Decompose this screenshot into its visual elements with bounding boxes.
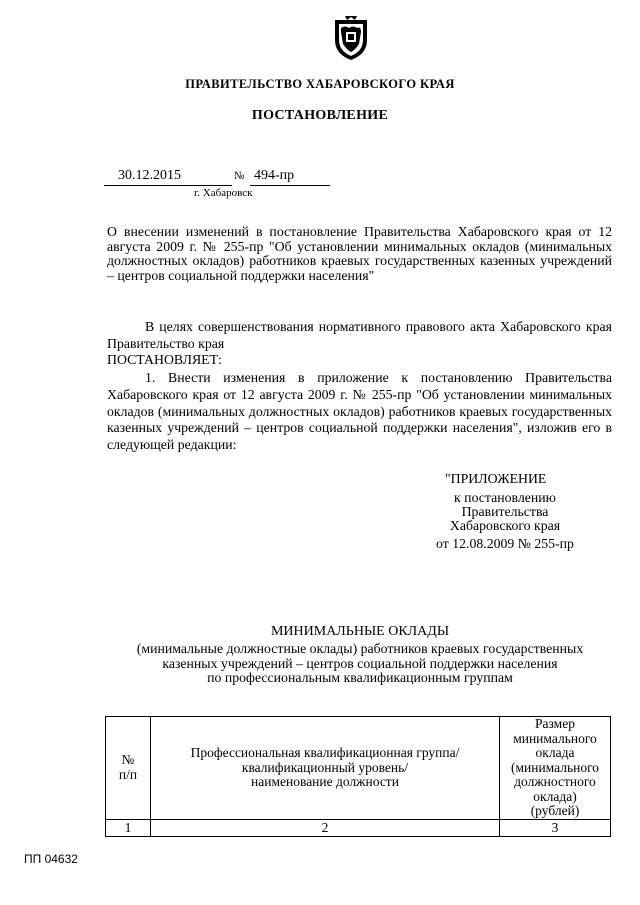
registration-number: 494-пр [250, 168, 330, 186]
header-salary [500, 717, 611, 820]
column-number: 3 [500, 819, 611, 836]
document-subject: О внесении изменений в постановление Правительства Хабаровского края от 12 августа 2009 г. № 255-пр "Об установлении минимальных окладов (минимальных должностных окладов) работников краевых государственных казенных учреждений – центров социальной поддержки населения" [107, 224, 612, 283]
number-sign: № [234, 170, 245, 182]
header-text: Размер [535, 716, 575, 731]
header-text: должностного [514, 774, 596, 789]
appendix-line: к постановлению [454, 490, 556, 505]
header-number [106, 717, 151, 820]
appendix-line: Правительства [461, 504, 549, 519]
column-number: 1 [106, 819, 151, 836]
header-text: (рублей) [530, 803, 580, 818]
decrees-word: ПОСТАНОВЛЯЕТ: [107, 352, 222, 367]
header-text: минимального [513, 730, 597, 746]
appendix-date: от 12.08.2009 № 255-пр [436, 536, 574, 551]
header-text: (минимального [510, 759, 600, 775]
organization-name: ПРАВИТЕЛЬСТВО ХАБАРОВСКОГО КРАЯ [185, 77, 455, 91]
document-code: ПП 04632 [24, 852, 78, 866]
table-subtitle-line: казенных учреждений – центров социальной поддержки населения [162, 655, 558, 671]
table-numbering-row [106, 819, 611, 836]
appendix-line: Хабаровского края [449, 518, 561, 533]
appendix-reference [405, 491, 605, 533]
table-subtitle-line: по профессиональным квалификационным группам [207, 670, 513, 685]
table-subtitle [100, 642, 620, 686]
header-text: наименование должности [251, 774, 399, 789]
header-text: оклада) [533, 788, 577, 804]
salary-table [105, 716, 611, 837]
document-type: ПОСТАНОВЛЕНИЕ [251, 108, 389, 123]
header-text: оклада [535, 745, 575, 760]
header-text: № [121, 752, 135, 768]
city: г. Хабаровск [194, 187, 253, 199]
header-text: п/п [118, 766, 138, 782]
column-number: 2 [151, 819, 500, 836]
coat-of-arms-icon [331, 14, 371, 62]
body-paragraph-2: 1. Внести изменения в приложение к постановлению Правительства Хабаровского края от 12 августа 2009 г. № 255-пр "Об установлении минимальных окладов (минимальных должностных окладов) работников краевых государственных казенных учреждений – центров социальной поддержки населения", изложив его в следующей редакции: [107, 370, 612, 453]
table-title: МИНИМАЛЬНЫЕ ОКЛАДЫ [270, 624, 450, 639]
body-paragraph-1: В целях совершенствования нормативного правового акта Хабаровского края Правительство края [107, 319, 612, 351]
table-subtitle-line: (минимальные должностные оклады) работников краевых государственных [136, 641, 584, 656]
header-text: квалификационный уровень/ [241, 759, 409, 775]
registration-date: 30.12.2015 [104, 168, 232, 186]
header-text: Профессиональная квалификационная группа/ [190, 745, 460, 760]
appendix-title: "ПРИЛОЖЕНИЕ [445, 471, 547, 486]
header-group [151, 717, 500, 820]
table-header-row [106, 717, 611, 820]
